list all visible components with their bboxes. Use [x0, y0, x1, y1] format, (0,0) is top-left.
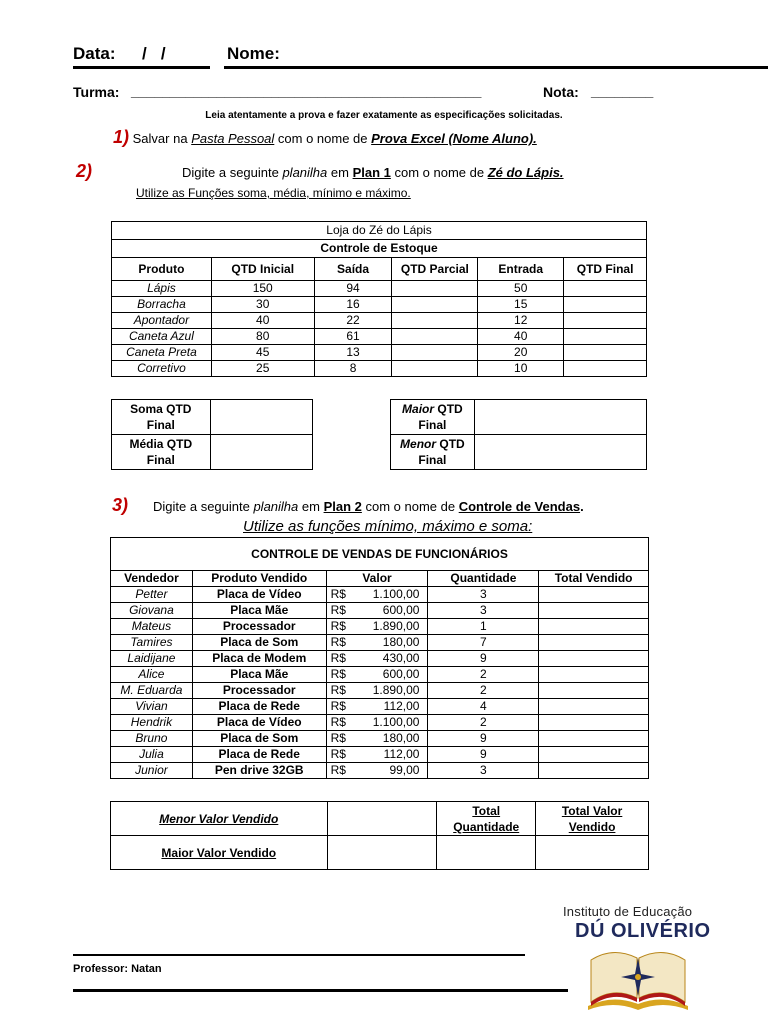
cell: 12: [478, 313, 564, 329]
instruction-text: Leia atentamente a prova e fazer exatamente as especificações solicitadas.: [205, 110, 563, 121]
logo-text-1: Instituto de Educação: [563, 904, 693, 919]
cell: Hendrik: [111, 715, 193, 731]
soma-b: QTD: [162, 402, 192, 416]
cell: 50: [478, 281, 564, 297]
amount: 600,00: [382, 603, 420, 617]
table-row: [112, 329, 647, 345]
table-row: [111, 651, 649, 667]
nota-label: Nota:: [543, 84, 579, 100]
cell: [392, 329, 478, 345]
cell: 15: [478, 297, 564, 313]
cell: [564, 345, 647, 361]
table-row: [111, 747, 649, 763]
date-underline: [73, 66, 210, 69]
cell: [564, 313, 647, 329]
currency: R$: [330, 747, 346, 761]
stock-table: [111, 221, 647, 377]
cell: 3: [428, 603, 539, 619]
media-a: Média: [129, 437, 164, 451]
cell: [564, 361, 647, 377]
cell: [392, 361, 478, 377]
cell: 40: [211, 313, 314, 329]
table-row: [111, 763, 649, 779]
sales-table-title: CONTROLE DE VENDAS DE FUNCIONÁRIOS: [111, 538, 649, 571]
amount: 180,00: [382, 731, 420, 745]
cell: Caneta Azul: [112, 329, 212, 345]
currency: R$: [330, 651, 346, 665]
soma-value: [210, 400, 312, 435]
cell: 150: [211, 281, 314, 297]
cell: 80: [211, 329, 314, 345]
table-row: [111, 587, 649, 603]
amount: 112,00: [383, 747, 420, 761]
cell: Pen drive 32GB: [192, 763, 326, 779]
currency: R$: [330, 731, 346, 745]
col-header: Vendedor: [111, 571, 193, 587]
cell: [326, 587, 428, 603]
amount: 180,00: [382, 635, 420, 649]
table-row: [112, 313, 647, 329]
maior-b: QTD: [434, 402, 463, 416]
cell: Placa Mãe: [192, 667, 326, 683]
q2-text-4: Plan 1: [352, 165, 391, 180]
currency: R$: [330, 635, 346, 649]
cell: 2: [428, 683, 539, 699]
table-row: [111, 699, 649, 715]
date-label: Data:: [73, 44, 116, 63]
cell: 8: [314, 361, 392, 377]
col-header: Total Vendido: [539, 571, 649, 587]
cell: [539, 763, 649, 779]
currency: R$: [330, 715, 346, 729]
soma-c: Final: [146, 418, 175, 432]
cell: [326, 731, 428, 747]
col-header: QTD Parcial: [392, 258, 478, 281]
question-2: [182, 165, 564, 180]
q3-text-4: Plan 2: [323, 499, 362, 514]
maior-a: Maior: [402, 402, 435, 416]
summary-right: [390, 399, 647, 470]
cell: 13: [314, 345, 392, 361]
cell: 30: [211, 297, 314, 313]
cell: Placa de Vídeo: [192, 715, 326, 731]
cell: Giovana: [111, 603, 193, 619]
soma-a: Soma: [130, 402, 163, 416]
table-row: [111, 667, 649, 683]
media-label: [112, 435, 211, 470]
menor-valor-value: [327, 802, 437, 836]
cell: 1: [428, 619, 539, 635]
cell: [539, 667, 649, 683]
total-quantidade-value: [437, 836, 536, 870]
table-row: [111, 731, 649, 747]
cell: [326, 635, 428, 651]
cell: [326, 747, 428, 763]
cell: [539, 619, 649, 635]
cell: 10: [478, 361, 564, 377]
summary-left: [111, 399, 313, 470]
cell: Corretivo: [112, 361, 212, 377]
cell: [564, 281, 647, 297]
amount: 430,00: [382, 651, 420, 665]
q2-text-3: em: [327, 165, 353, 180]
cell: 22: [314, 313, 392, 329]
cell: Processador: [192, 683, 326, 699]
cell: Placa de Rede: [192, 747, 326, 763]
cell: Julia: [111, 747, 193, 763]
col-header: Saída: [314, 258, 392, 281]
cell: 16: [314, 297, 392, 313]
cell: 2: [428, 667, 539, 683]
cell: Lápis: [112, 281, 212, 297]
media-b: QTD: [163, 437, 193, 451]
tv-b: Vendido: [568, 819, 616, 834]
q3-text-6: Controle de Vendas: [458, 499, 581, 514]
question-3-number: 3): [112, 495, 129, 515]
cell: 3: [428, 587, 539, 603]
total-valor-label: [536, 802, 649, 836]
table-row: [111, 715, 649, 731]
date-slashes: / /: [142, 44, 166, 63]
cell: 9: [428, 731, 539, 747]
cell: 9: [428, 747, 539, 763]
cell: [326, 683, 428, 699]
cell: Junior: [111, 763, 193, 779]
question-1: [113, 127, 537, 148]
col-header: Entrada: [478, 258, 564, 281]
question-2-sub: Utilize as Funções soma, média, mínimo e máximo.: [136, 186, 411, 200]
cell: Placa de Vídeo: [192, 587, 326, 603]
q2-text-2: planilha: [282, 165, 328, 180]
cell: [392, 281, 478, 297]
cell: [539, 603, 649, 619]
cell: Processador: [192, 619, 326, 635]
sales-summary: [110, 801, 649, 870]
maior-label: [391, 400, 475, 435]
cell: 7: [428, 635, 539, 651]
question-3: [153, 499, 584, 514]
cell: [392, 313, 478, 329]
cell: Placa de Modem: [192, 651, 326, 667]
maior-c: Final: [418, 418, 447, 432]
col-header: Quantidade: [428, 571, 539, 587]
media-c: Final: [146, 453, 175, 467]
cell: [539, 715, 649, 731]
menor-valor-label: Menor Valor Vendido: [111, 802, 328, 836]
q2-text-1: Digite a seguinte: [182, 165, 283, 180]
q1-text-4: Prova Excel (Nome Aluno).: [371, 131, 537, 146]
tq-b: Quantidade: [453, 819, 520, 834]
q3-text-3: em: [298, 499, 324, 514]
cell: [539, 699, 649, 715]
col-header: Valor: [326, 571, 428, 587]
media-value: [210, 435, 312, 470]
cell: 40: [478, 329, 564, 345]
cell: [539, 635, 649, 651]
name-underline: [224, 66, 768, 69]
cell: 25: [211, 361, 314, 377]
maior-value: [474, 400, 646, 435]
cell: [326, 763, 428, 779]
book-logo-icon: [583, 944, 693, 1014]
col-header: QTD Inicial: [211, 258, 314, 281]
currency: R$: [330, 699, 346, 713]
question-2-number: 2): [76, 161, 93, 181]
amount: 1.890,00: [372, 619, 420, 633]
stock-table-header: [112, 258, 647, 281]
cell: 3: [428, 763, 539, 779]
cell: [539, 651, 649, 667]
cell: 45: [211, 345, 314, 361]
cell: 61: [314, 329, 392, 345]
table-row: [112, 361, 647, 377]
amount: 1.890,00: [372, 683, 420, 697]
col-header: Produto: [112, 258, 212, 281]
currency: R$: [330, 763, 346, 777]
tq-a: Total: [472, 803, 501, 818]
q1-text-3: com o nome de: [274, 131, 372, 146]
table-row: [111, 603, 649, 619]
currency: R$: [330, 587, 346, 601]
table-row: [111, 635, 649, 651]
table-row: [112, 297, 647, 313]
cell: Placa de Som: [192, 731, 326, 747]
question-1-number: 1): [113, 127, 130, 147]
stock-table-title: Loja do Zé do Lápis: [112, 222, 647, 240]
cell: 20: [478, 345, 564, 361]
tv-a: Total Valor: [561, 803, 623, 818]
question-3-sub: Utilize as funções mínimo, máximo e soma:: [243, 518, 533, 535]
q1-text-2: Pasta Pessoal: [191, 131, 275, 146]
amount: 1.100,00: [372, 715, 420, 729]
q3-text-5: com o nome de: [361, 499, 459, 514]
cell: 4: [428, 699, 539, 715]
cell: Caneta Preta: [112, 345, 212, 361]
cell: [539, 747, 649, 763]
q2-text-5: com o nome de: [390, 165, 488, 180]
cell: Petter: [111, 587, 193, 603]
currency: R$: [330, 619, 346, 633]
cell: Apontador: [112, 313, 212, 329]
currency: R$: [330, 683, 346, 697]
cell: [539, 587, 649, 603]
amount: 1.100,00: [372, 587, 420, 601]
currency: R$: [330, 667, 346, 681]
cell: 9: [428, 651, 539, 667]
maior-valor-value: [327, 836, 437, 870]
cell: M. Eduarda: [111, 683, 193, 699]
q3-text-1: Digite a seguinte: [153, 499, 254, 514]
cell: [564, 297, 647, 313]
stock-table-subtitle: Controle de Estoque: [112, 240, 647, 258]
q3-text-7: .: [580, 499, 584, 514]
cell: Tamires: [111, 635, 193, 651]
name-label: Nome:: [227, 44, 280, 63]
cell: Placa de Som: [192, 635, 326, 651]
q2-text-6: Zé do Lápis.: [487, 165, 564, 180]
cell: [539, 731, 649, 747]
signature-line: [73, 954, 525, 956]
cell: [539, 683, 649, 699]
total-quantidade-label: [437, 802, 536, 836]
cell: 94: [314, 281, 392, 297]
cell: [392, 297, 478, 313]
soma-label: [112, 400, 211, 435]
currency: R$: [330, 603, 346, 617]
cell: [392, 345, 478, 361]
cell: Mateus: [111, 619, 193, 635]
footer-rule: [73, 989, 568, 992]
cell: Vivian: [111, 699, 193, 715]
menor-c: Final: [418, 453, 447, 467]
cell: [326, 715, 428, 731]
cell: Laidijane: [111, 651, 193, 667]
menor-value: [474, 435, 646, 470]
table-row: [112, 281, 647, 297]
cell: Placa Mãe: [192, 603, 326, 619]
logo-text-2: DÚ OLIVÉRIO: [575, 920, 711, 942]
cell: Bruno: [111, 731, 193, 747]
menor-b: QTD: [436, 437, 465, 451]
cell: [326, 699, 428, 715]
turma-line: _____________________________________________: [131, 83, 482, 99]
maior-valor-label: Maior Valor Vendido: [111, 836, 328, 870]
amount: 600,00: [382, 667, 420, 681]
q3-text-2: planilha: [253, 499, 299, 514]
cell: Alice: [111, 667, 193, 683]
table-row: [112, 345, 647, 361]
amount: 99,00: [389, 763, 420, 777]
turma-label: Turma:: [73, 84, 120, 100]
cell: Placa de Rede: [192, 699, 326, 715]
q1-text-1: Salvar na: [132, 131, 192, 146]
col-header: Produto Vendido: [192, 571, 326, 587]
professor-label: Professor: Natan: [73, 963, 162, 975]
cell: 2: [428, 715, 539, 731]
sales-table-header: [111, 571, 649, 587]
cell: [326, 619, 428, 635]
table-row: [111, 683, 649, 699]
menor-a: Menor: [400, 437, 437, 451]
menor-label: [391, 435, 475, 470]
col-header: QTD Final: [564, 258, 647, 281]
table-row: [111, 619, 649, 635]
sales-table: [110, 537, 649, 779]
nota-line: ________: [591, 83, 654, 99]
cell: [326, 651, 428, 667]
cell: Borracha: [112, 297, 212, 313]
cell: [564, 329, 647, 345]
cell: [326, 603, 428, 619]
amount: 112,00: [383, 699, 420, 713]
total-valor-value: [536, 836, 649, 870]
cell: [326, 667, 428, 683]
